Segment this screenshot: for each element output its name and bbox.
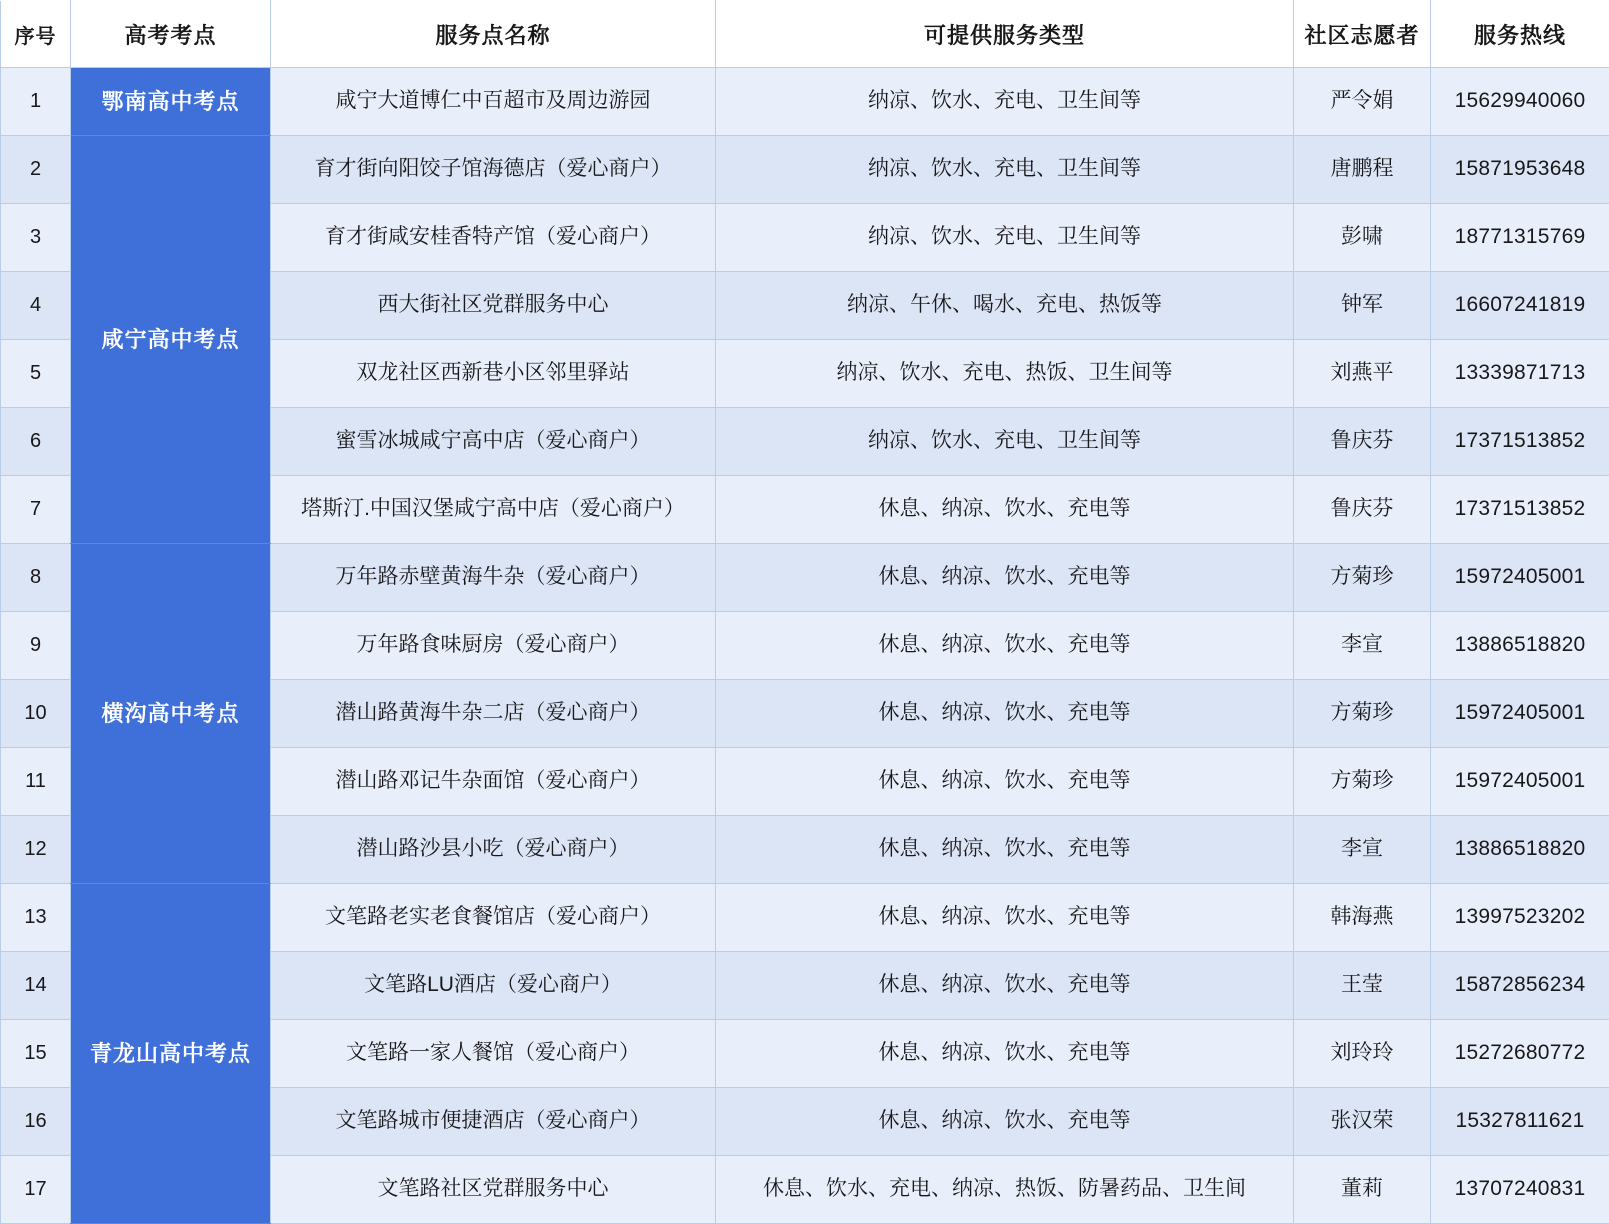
cell-volunteer: 刘玲玲	[1294, 1020, 1431, 1088]
cell-index: 8	[1, 544, 71, 612]
cell-service-type: 纳凉、饮水、充电、卫生间等	[716, 68, 1294, 136]
cell-service-type: 休息、纳凉、饮水、充电等	[716, 680, 1294, 748]
cell-index: 3	[1, 204, 71, 272]
cell-volunteer: 鲁庆芬	[1294, 476, 1431, 544]
cell-volunteer: 方菊珍	[1294, 680, 1431, 748]
cell-service-type: 休息、纳凉、饮水、充电等	[716, 1088, 1294, 1156]
cell-service-point-name: 文笔路社区党群服务中心	[271, 1156, 716, 1224]
cell-volunteer: 董莉	[1294, 1156, 1431, 1224]
cell-volunteer: 彭啸	[1294, 204, 1431, 272]
cell-volunteer: 方菊珍	[1294, 544, 1431, 612]
cell-service-type: 纳凉、饮水、充电、卫生间等	[716, 204, 1294, 272]
cell-volunteer: 刘燕平	[1294, 340, 1431, 408]
table-body	[1, 68, 1609, 1224]
cell-exam-site: 横沟高中考点	[71, 544, 271, 884]
cell-exam-site: 咸宁高中考点	[71, 136, 271, 544]
cell-service-type: 休息、纳凉、饮水、充电等	[716, 952, 1294, 1020]
cell-volunteer: 方菊珍	[1294, 748, 1431, 816]
column-header-site: 高考考点	[71, 1, 271, 68]
cell-index: 14	[1, 952, 71, 1020]
cell-service-type: 休息、纳凉、饮水、充电等	[716, 544, 1294, 612]
cell-service-point-name: 潜山路黄海牛杂二店（爱心商户）	[271, 680, 716, 748]
cell-index: 9	[1, 612, 71, 680]
table-row	[1, 136, 1609, 204]
cell-hotline: 16607241819	[1431, 272, 1609, 340]
cell-service-type: 休息、纳凉、饮水、充电等	[716, 476, 1294, 544]
cell-index: 4	[1, 272, 71, 340]
cell-index: 17	[1, 1156, 71, 1224]
cell-hotline: 17371513852	[1431, 476, 1609, 544]
cell-index: 7	[1, 476, 71, 544]
column-header-index: 序号	[1, 1, 71, 68]
cell-exam-site: 青龙山高中考点	[71, 884, 271, 1224]
cell-volunteer: 李宣	[1294, 816, 1431, 884]
cell-hotline: 18771315769	[1431, 204, 1609, 272]
cell-service-point-name: 潜山路邓记牛杂面馆（爱心商户）	[271, 748, 716, 816]
cell-index: 11	[1, 748, 71, 816]
cell-service-type: 纳凉、饮水、充电、卫生间等	[716, 136, 1294, 204]
cell-volunteer: 钟军	[1294, 272, 1431, 340]
cell-hotline: 13886518820	[1431, 816, 1609, 884]
cell-service-point-name: 育才街咸安桂香特产馆（爱心商户）	[271, 204, 716, 272]
cell-service-point-name: 万年路赤壁黄海牛杂（爱心商户）	[271, 544, 716, 612]
cell-service-type: 休息、纳凉、饮水、充电等	[716, 884, 1294, 952]
cell-index: 15	[1, 1020, 71, 1088]
cell-service-point-name: 育才街向阳饺子馆海德店（爱心商户）	[271, 136, 716, 204]
cell-hotline: 15327811621	[1431, 1088, 1609, 1156]
table-row	[1, 544, 1609, 612]
cell-hotline: 15272680772	[1431, 1020, 1609, 1088]
column-header-hotline: 服务热线	[1431, 1, 1609, 68]
column-header-type: 可提供服务类型	[716, 1, 1294, 68]
cell-volunteer: 王莹	[1294, 952, 1431, 1020]
cell-hotline: 15629940060	[1431, 68, 1609, 136]
cell-service-point-name: 双龙社区西新巷小区邻里驿站	[271, 340, 716, 408]
cell-hotline: 15871953648	[1431, 136, 1609, 204]
cell-volunteer: 鲁庆芬	[1294, 408, 1431, 476]
cell-service-point-name: 文笔路一家人餐馆（爱心商户）	[271, 1020, 716, 1088]
cell-service-type: 纳凉、午休、喝水、充电、热饭等	[716, 272, 1294, 340]
cell-index: 5	[1, 340, 71, 408]
cell-service-type: 纳凉、饮水、充电、卫生间等	[716, 408, 1294, 476]
cell-service-point-name: 蜜雪冰城咸宁高中店（爱心商户）	[271, 408, 716, 476]
cell-service-point-name: 文笔路老实老食餐馆店（爱心商户）	[271, 884, 716, 952]
cell-service-type: 休息、纳凉、饮水、充电等	[716, 816, 1294, 884]
cell-service-point-name: 万年路食味厨房（爱心商户）	[271, 612, 716, 680]
cell-hotline: 13997523202	[1431, 884, 1609, 952]
cell-hotline: 15872856234	[1431, 952, 1609, 1020]
table-row	[1, 68, 1609, 136]
cell-service-point-name: 咸宁大道博仁中百超市及周边游园	[271, 68, 716, 136]
cell-volunteer: 李宣	[1294, 612, 1431, 680]
cell-hotline: 13886518820	[1431, 612, 1609, 680]
cell-service-point-name: 潜山路沙县小吃（爱心商户）	[271, 816, 716, 884]
cell-volunteer: 严令娟	[1294, 68, 1431, 136]
cell-service-type: 休息、纳凉、饮水、充电等	[716, 1020, 1294, 1088]
cell-exam-site: 鄂南高中考点	[71, 68, 271, 136]
cell-hotline: 15972405001	[1431, 748, 1609, 816]
cell-service-type: 休息、纳凉、饮水、充电等	[716, 612, 1294, 680]
cell-service-point-name: 文笔路LU酒店（爱心商户）	[271, 952, 716, 1020]
cell-index: 13	[1, 884, 71, 952]
cell-service-type: 休息、纳凉、饮水、充电等	[716, 748, 1294, 816]
cell-volunteer: 唐鹏程	[1294, 136, 1431, 204]
cell-service-type: 纳凉、饮水、充电、热饭、卫生间等	[716, 340, 1294, 408]
cell-volunteer: 张汉荣	[1294, 1088, 1431, 1156]
cell-index: 1	[1, 68, 71, 136]
cell-index: 2	[1, 136, 71, 204]
table-row	[1, 884, 1609, 952]
column-header-name: 服务点名称	[271, 1, 716, 68]
cell-index: 6	[1, 408, 71, 476]
table-header	[1, 1, 1609, 68]
cell-service-point-name: 西大街社区党群服务中心	[271, 272, 716, 340]
cell-service-type: 休息、饮水、充电、纳凉、热饭、防暑药品、卫生间	[716, 1156, 1294, 1224]
table-header-row	[1, 1, 1609, 68]
cell-service-point-name: 塔斯汀.中国汉堡咸宁高中店（爱心商户）	[271, 476, 716, 544]
cell-hotline: 17371513852	[1431, 408, 1609, 476]
column-header-volunteer: 社区志愿者	[1294, 1, 1431, 68]
cell-volunteer: 韩海燕	[1294, 884, 1431, 952]
cell-hotline: 13707240831	[1431, 1156, 1609, 1224]
cell-hotline: 15972405001	[1431, 680, 1609, 748]
cell-index: 16	[1, 1088, 71, 1156]
cell-index: 12	[1, 816, 71, 884]
cell-hotline: 15972405001	[1431, 544, 1609, 612]
cell-hotline: 13339871713	[1431, 340, 1609, 408]
cell-service-point-name: 文笔路城市便捷酒店（爱心商户）	[271, 1088, 716, 1156]
cell-index: 10	[1, 680, 71, 748]
